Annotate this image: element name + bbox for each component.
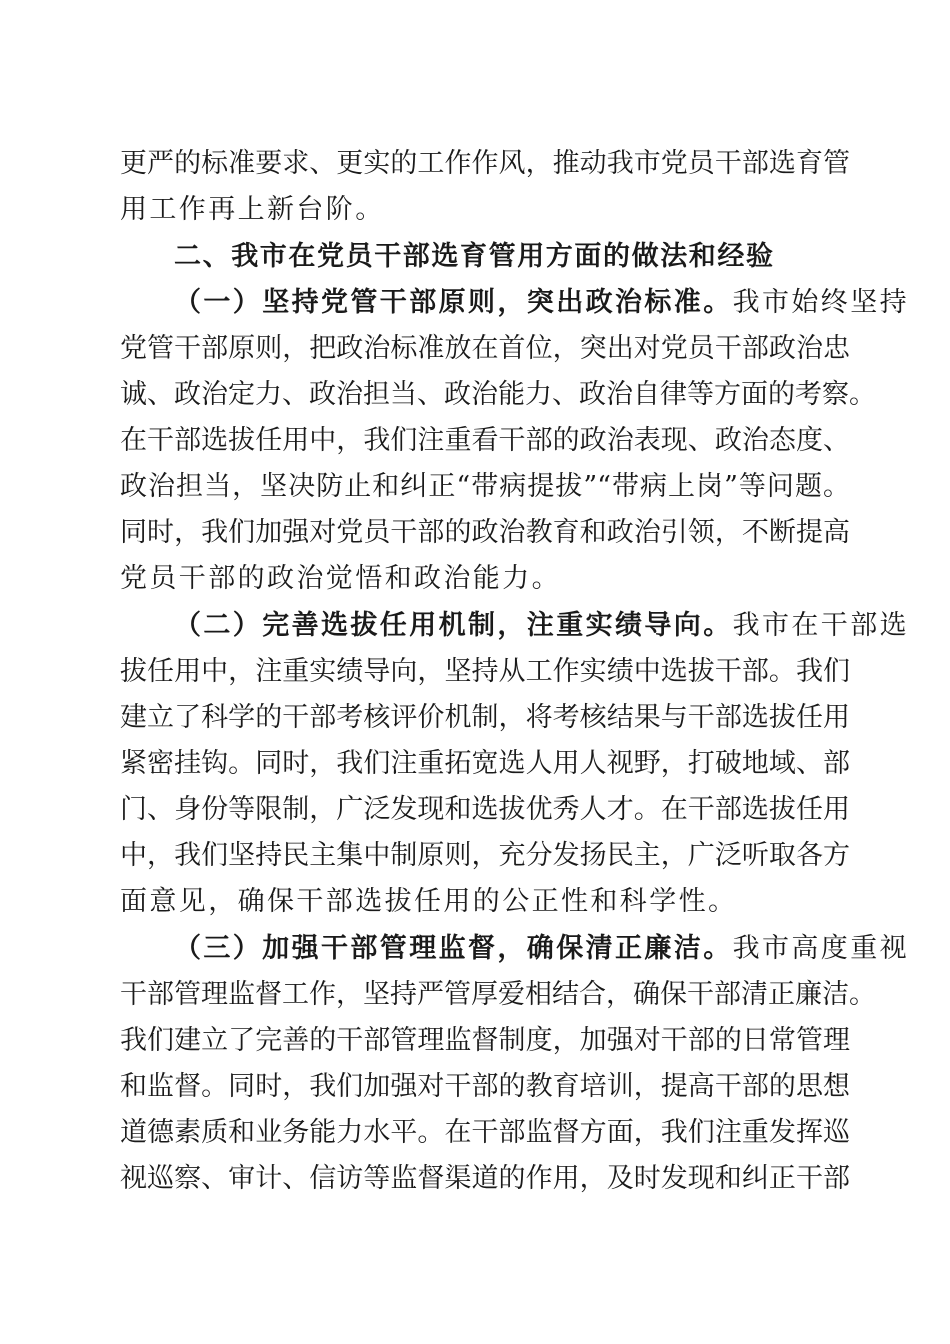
body-text-line: 在干部选拔任用中，我们注重看干部的政治表现、政治态度、 xyxy=(120,425,850,456)
body-text-line: 门、身份等限制，广泛发现和选拔优秀人才。在干部选拔任用 xyxy=(120,794,850,825)
paragraph-first-line xyxy=(174,605,910,647)
section-heading: 二、我市在党员干部选育管用方面的做法和经验 xyxy=(174,241,775,272)
subsection-heading: （二）完善选拔任用机制，注重实绩导向。 xyxy=(174,610,733,641)
body-text-line: 和监督。同时，我们加强对干部的教育培训，提高干部的思想 xyxy=(120,1071,850,1102)
body-text-line: 干部管理监督工作，坚持严管厚爱相结合，确保干部清正廉洁。 xyxy=(120,979,876,1010)
body-text-span: 我市始终坚持 xyxy=(732,287,910,318)
body-text-line: 政治担当，坚决防止和纠正“带病提拔”“带病上岗”等问题。 xyxy=(120,471,850,502)
subsection-heading: （三）加强干部管理监督，确保清正廉洁。 xyxy=(174,933,733,964)
body-text-line: 中，我们坚持民主集中制原则，充分发扬民主，广泛听取各方 xyxy=(120,840,850,871)
paragraph-first-line xyxy=(174,282,910,324)
body-text-line: 党管干部原则，把政治标准放在首位，突出对党员干部政治忠 xyxy=(120,333,850,364)
body-text-span: 我市高度重视 xyxy=(732,933,910,964)
paragraph-first-line xyxy=(174,928,910,970)
body-text-line: 建立了科学的干部考核评价机制，将考核结果与干部选拔任用 xyxy=(120,702,850,733)
body-text-span: 我市在干部选 xyxy=(732,610,910,641)
body-text-line: 道德素质和业务能力水平。在干部监督方面，我们注重发挥巡 xyxy=(120,1117,850,1148)
body-text-line: 拔任用中，注重实绩导向，坚持从工作实绩中选拔干部。我们 xyxy=(120,656,850,687)
subsection-heading: （一）坚持党管干部原则，突出政治标准。 xyxy=(174,287,733,318)
body-text-line: 用工作再上新台阶。 xyxy=(120,194,385,225)
body-text-line: 党员干部的政治觉悟和政治能力。 xyxy=(120,563,561,594)
body-text-line: 更严的标准要求、更实的工作作风，推动我市党员干部选育管 xyxy=(120,148,850,179)
body-text-line: 同时，我们加强对党员干部的政治教育和政治引领，不断提高 xyxy=(120,517,850,548)
body-text-line: 紧密挂钩。同时，我们注重拓宽选人用人视野，打破地域、部 xyxy=(120,748,850,779)
body-text-line: 诚、政治定力、政治担当、政治能力、政治自律等方面的考察。 xyxy=(120,379,876,410)
body-text-line: 面意见，确保干部选拔任用的公正性和科学性。 xyxy=(120,886,738,917)
body-text-line: 视巡察、审计、信访等监督渠道的作用，及时发现和纠正干部 xyxy=(120,1163,850,1194)
body-text-line: 我们建立了完善的干部管理监督制度，加强对干部的日常管理 xyxy=(120,1025,850,1056)
